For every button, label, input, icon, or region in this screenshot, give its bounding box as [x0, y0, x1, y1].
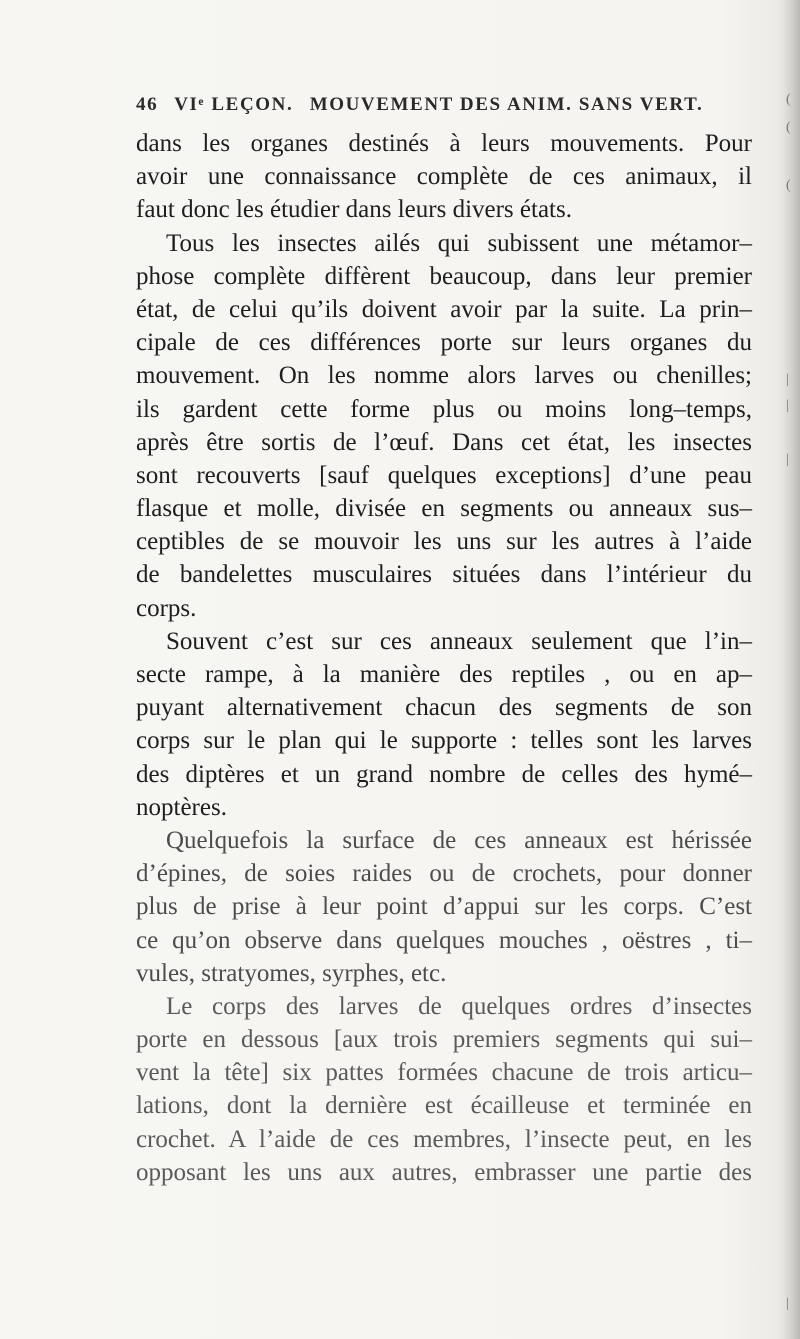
text-line: état, de celui qu’ils doivent avoir par la suite. La prin– [136, 295, 752, 323]
running-header [136, 94, 776, 116]
text-line: phose complète diffèrent beaucoup, dans leur premier [136, 262, 752, 290]
text-line: faut donc les étudier dans leurs divers états. [136, 196, 572, 224]
text-line: d’épines, de soies raides ou de crochets, pour donner [136, 860, 752, 888]
text-line: noptères. [136, 793, 227, 821]
text-line: porte en dessous [aux trois premiers segments qui sui– [136, 1026, 752, 1054]
text-line: de bandelettes musculaires situées dans l’intérieur du [136, 561, 752, 589]
text-line: lations, dont la dernière est écailleuse et terminée en [136, 1092, 752, 1120]
text-line: plus de prise à leur point d’appui sur les corps. C’est [136, 893, 752, 921]
text-line: secte rampe, à la manière des reptiles , ou en ap– [136, 661, 752, 688]
text-line: ceptibles de se mouvoir les uns sur les autres à l’aide [136, 528, 752, 556]
text-line: après être sortis de l’œuf. Dans cet état, les insectes [136, 428, 752, 456]
text-line: sont recouverts [sauf quelques exceptions] d’une peau [136, 461, 752, 489]
page-number: 46 [136, 94, 159, 115]
text-line: avoir une connaissance complète de ces animaux, il [136, 163, 752, 191]
text-line: Tous les insectes ailés qui subissent une métamor– [166, 229, 752, 257]
text-line: Souvent c’est sur ces anneaux seulement que l’in– [166, 627, 752, 655]
text-line: flasque et molle, divisée en segments ou anneaux sus– [136, 495, 752, 523]
body-text [136, 127, 752, 1189]
text-line: opposant les uns aux autres, embrasser une partie des [136, 1158, 752, 1186]
text-line: corps. [136, 594, 197, 622]
text-line: ce qu’on observe dans quelques mouches , oëstres , ti– [136, 926, 752, 954]
text-line: dans les organes destinés à leurs mouvements. Pour [136, 130, 752, 157]
text-line: corps sur le plan qui le supporte : telles sont les larves [136, 727, 752, 755]
text-line: puyant alternativement chacun des segments de son [136, 694, 752, 722]
text-line: crochet. A l’aide de ces membres, l’insecte peut, en les [136, 1125, 752, 1153]
text-line: ils gardent cette forme plus ou moins long–temps, [136, 395, 752, 423]
lesson-label: VIᵉ LEÇON. [174, 94, 294, 115]
text-line: cipale de ces différences porte sur leurs organes du [136, 329, 752, 357]
text-line: des diptères et un grand nombre de celles des hymé– [136, 760, 752, 788]
text-line: Quelquefois la surface de ces anneaux est hérissée [166, 826, 752, 854]
next-page-edge: ( ( ( | | | | [782, 0, 800, 1339]
text-line: Le corps des larves de quelques ordres d’insectes [166, 992, 752, 1020]
text-line: vules, stratyomes, syrphes, etc. [136, 959, 447, 987]
text-line: vent la tête] six pattes formées chacune de trois articu– [136, 1059, 752, 1087]
text-line: mouvement. On les nomme alors larves ou chenilles; [136, 362, 752, 390]
header-title: MOUVEMENT DES ANIM. SANS VERT. [309, 94, 704, 115]
